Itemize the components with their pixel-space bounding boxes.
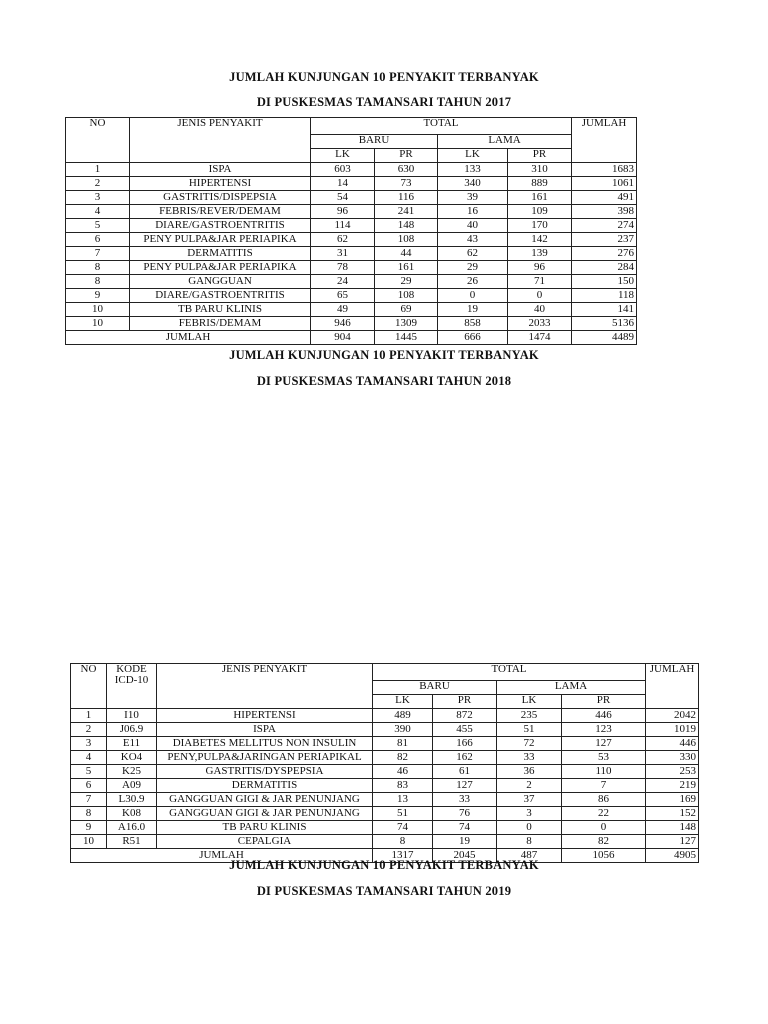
row-lama-pr: 127: [562, 737, 646, 751]
row-lama-pr: 0: [508, 289, 572, 303]
row-disease-name: PENY PULPA&JAR PERIAPIKA: [130, 233, 311, 247]
total-jumlah: 4489: [572, 331, 637, 345]
table-row: [66, 177, 637, 191]
table-row: [71, 765, 699, 779]
row-jumlah: 1061: [572, 177, 637, 191]
row-jumlah: 446: [646, 737, 699, 751]
row-disease-name: FEBRIS/REVER/DEMAM: [130, 205, 311, 219]
table-row: [71, 793, 699, 807]
row-baru-pr: 116: [375, 191, 438, 205]
row-baru-lk: 54: [311, 191, 375, 205]
row-lama-pr: 142: [508, 233, 572, 247]
header-lama: LAMA: [497, 681, 646, 695]
header-total: TOTAL: [373, 664, 646, 681]
row-jumlah: 276: [572, 247, 637, 261]
row-no: 1: [66, 163, 130, 177]
row-lama-lk: 33: [497, 751, 562, 765]
row-disease-name: FEBRIS/DEMAM: [130, 317, 311, 331]
table-row: [71, 821, 699, 835]
row-baru-pr: 33: [433, 793, 497, 807]
total-label: JUMLAH: [71, 849, 373, 863]
total-baru-pr: 1445: [375, 331, 438, 345]
table-row: [71, 737, 699, 751]
row-disease-name: PENY,PULPA&JARINGAN PERIAPIKAL: [157, 751, 373, 765]
header-jenis-penyakit: JENIS PENYAKIT: [130, 118, 311, 163]
row-baru-lk: 78: [311, 261, 375, 275]
row-no: 7: [71, 793, 107, 807]
row-icd-code: K25: [107, 765, 157, 779]
row-lama-lk: 340: [438, 177, 508, 191]
table-row: [71, 709, 699, 723]
total-jumlah: 4905: [646, 849, 699, 863]
row-baru-lk: 489: [373, 709, 433, 723]
row-jumlah: 1683: [572, 163, 637, 177]
header-jumlah: JUMLAH: [646, 664, 699, 709]
row-lama-lk: 36: [497, 765, 562, 779]
row-disease-name: DERMATITIS: [130, 247, 311, 261]
row-baru-pr: 29: [375, 275, 438, 289]
row-disease-name: GANGGUAN: [130, 275, 311, 289]
header-baru-lk: LK: [311, 149, 375, 163]
row-baru-pr: 44: [375, 247, 438, 261]
table-2017: [65, 117, 637, 345]
row-jumlah: 148: [646, 821, 699, 835]
row-lama-lk: 19: [438, 303, 508, 317]
row-no: 10: [71, 835, 107, 849]
row-no: 10: [66, 317, 130, 331]
row-no: 10: [66, 303, 130, 317]
row-lama-pr: 110: [562, 765, 646, 779]
row-no: 2: [66, 177, 130, 191]
row-lama-pr: 139: [508, 247, 572, 261]
row-lama-lk: 26: [438, 275, 508, 289]
row-icd-code: KO4: [107, 751, 157, 765]
row-icd-code: R51: [107, 835, 157, 849]
table-2017-body: [66, 163, 637, 345]
row-baru-lk: 74: [373, 821, 433, 835]
section-2018-title-line1: JUMLAH KUNJUNGAN 10 PENYAKIT TERBANYAK: [229, 348, 539, 362]
row-disease-name: DERMATITIS: [157, 779, 373, 793]
row-lama-pr: 123: [562, 723, 646, 737]
row-jumlah: 491: [572, 191, 637, 205]
row-lama-pr: 0: [562, 821, 646, 835]
row-disease-name: CEPALGIA: [157, 835, 373, 849]
row-icd-code: I10: [107, 709, 157, 723]
row-disease-name: GANGGUAN GIGI & JAR PENUNJANG: [157, 793, 373, 807]
row-lama-lk: 8: [497, 835, 562, 849]
row-baru-pr: 630: [375, 163, 438, 177]
header-baru: BARU: [373, 681, 497, 695]
row-lama-lk: 51: [497, 723, 562, 737]
total-row: [66, 331, 637, 345]
table-row: [66, 275, 637, 289]
header-baru-lk: LK: [373, 695, 433, 709]
table-row: [66, 219, 637, 233]
header-lama-pr: PR: [508, 149, 572, 163]
header-kode-icd: KODE ICD-10: [107, 664, 157, 709]
table-row: [71, 807, 699, 821]
row-jumlah: 141: [572, 303, 637, 317]
table-row: [71, 751, 699, 765]
row-baru-pr: 148: [375, 219, 438, 233]
header-baru-pr: PR: [433, 695, 497, 709]
row-jumlah: 274: [572, 219, 637, 233]
row-lama-pr: 310: [508, 163, 572, 177]
row-jumlah: 284: [572, 261, 637, 275]
header-lama-lk: LK: [497, 695, 562, 709]
row-lama-lk: 62: [438, 247, 508, 261]
row-baru-pr: 61: [433, 765, 497, 779]
row-baru-lk: 14: [311, 177, 375, 191]
table-row: [66, 191, 637, 205]
row-jumlah: 169: [646, 793, 699, 807]
total-baru-lk: 904: [311, 331, 375, 345]
row-disease-name: ISPA: [130, 163, 311, 177]
table-row: [66, 261, 637, 275]
row-baru-pr: 455: [433, 723, 497, 737]
header-baru: BARU: [311, 135, 438, 149]
row-lama-pr: 889: [508, 177, 572, 191]
row-lama-pr: 22: [562, 807, 646, 821]
row-baru-pr: 1309: [375, 317, 438, 331]
row-lama-lk: 37: [497, 793, 562, 807]
row-lama-pr: 109: [508, 205, 572, 219]
header-baru-pr: PR: [375, 149, 438, 163]
section-2019-title-line1: JUMLAH KUNJUNGAN 10 PENYAKIT TERBANYAK: [229, 858, 539, 872]
table-row: [66, 317, 637, 331]
row-baru-lk: 65: [311, 289, 375, 303]
row-no: 3: [71, 737, 107, 751]
row-jumlah: 152: [646, 807, 699, 821]
row-no: 5: [66, 219, 130, 233]
section-2018-title-line2: DI PUSKESMAS TAMANSARI TAHUN 2018: [256, 374, 512, 388]
row-baru-lk: 114: [311, 219, 375, 233]
row-lama-lk: 858: [438, 317, 508, 331]
row-baru-pr: 76: [433, 807, 497, 821]
row-lama-pr: 71: [508, 275, 572, 289]
row-no: 1: [71, 709, 107, 723]
total-lama-lk: 487: [497, 849, 562, 863]
row-no: 9: [66, 289, 130, 303]
row-baru-lk: 62: [311, 233, 375, 247]
row-lama-pr: 53: [562, 751, 646, 765]
header-jumlah: JUMLAH: [572, 118, 637, 163]
row-jumlah: 237: [572, 233, 637, 247]
row-lama-pr: 446: [562, 709, 646, 723]
row-jumlah: 398: [572, 205, 637, 219]
row-baru-lk: 49: [311, 303, 375, 317]
table-2018: [70, 663, 699, 863]
row-baru-pr: 74: [433, 821, 497, 835]
table-row: [71, 723, 699, 737]
row-icd-code: J06.9: [107, 723, 157, 737]
table-2017-header: [66, 118, 637, 163]
row-disease-name: GASTRITIS/DISPEPSIA: [130, 191, 311, 205]
row-baru-lk: 390: [373, 723, 433, 737]
row-no: 8: [66, 261, 130, 275]
row-lama-pr: 2033: [508, 317, 572, 331]
row-baru-lk: 603: [311, 163, 375, 177]
row-baru-lk: 31: [311, 247, 375, 261]
row-jumlah: 219: [646, 779, 699, 793]
row-baru-lk: 13: [373, 793, 433, 807]
table-2018-body: [71, 709, 699, 863]
row-baru-lk: 46: [373, 765, 433, 779]
row-lama-pr: 161: [508, 191, 572, 205]
header-lama-pr: PR: [562, 695, 646, 709]
row-jumlah: 118: [572, 289, 637, 303]
table-row: [71, 779, 699, 793]
row-no: 5: [71, 765, 107, 779]
row-no: 8: [71, 807, 107, 821]
row-baru-lk: 946: [311, 317, 375, 331]
row-disease-name: GASTRITIS/DYSPEPSIA: [157, 765, 373, 779]
row-disease-name: TB PARU KLINIS: [157, 821, 373, 835]
row-jumlah: 150: [572, 275, 637, 289]
row-jumlah: 1019: [646, 723, 699, 737]
row-icd-code: A09: [107, 779, 157, 793]
table-row: [66, 247, 637, 261]
header-no: NO: [71, 664, 107, 709]
row-lama-lk: 0: [438, 289, 508, 303]
row-no: 4: [66, 205, 130, 219]
section-2017-title-line1: JUMLAH KUNJUNGAN 10 PENYAKIT TERBANYAK: [229, 70, 539, 84]
row-icd-code: E11: [107, 737, 157, 751]
row-baru-pr: 166: [433, 737, 497, 751]
row-disease-name: ISPA: [157, 723, 373, 737]
row-jumlah: 2042: [646, 709, 699, 723]
row-no: 6: [71, 779, 107, 793]
total-label: JUMLAH: [66, 331, 311, 345]
total-lama-lk: 666: [438, 331, 508, 345]
row-lama-lk: 235: [497, 709, 562, 723]
total-lama-pr: 1474: [508, 331, 572, 345]
row-no: 4: [71, 751, 107, 765]
table-row: [66, 233, 637, 247]
row-lama-lk: 3: [497, 807, 562, 821]
table-row: [71, 835, 699, 849]
row-disease-name: PENY PULPA&JAR PERIAPIKA: [130, 261, 311, 275]
row-jumlah: 330: [646, 751, 699, 765]
row-icd-code: K08: [107, 807, 157, 821]
table-2018-header: [71, 664, 699, 709]
row-baru-lk: 83: [373, 779, 433, 793]
row-lama-lk: 29: [438, 261, 508, 275]
row-disease-name: HIPERTENSI: [130, 177, 311, 191]
row-baru-pr: 69: [375, 303, 438, 317]
row-baru-pr: 241: [375, 205, 438, 219]
row-icd-code: A16.0: [107, 821, 157, 835]
header-no: NO: [66, 118, 130, 163]
row-baru-pr: 108: [375, 289, 438, 303]
table-row: [66, 289, 637, 303]
total-baru-lk: 1317: [373, 849, 433, 863]
section-2019-title-line2: DI PUSKESMAS TAMANSARI TAHUN 2019: [256, 884, 512, 898]
header-lama: LAMA: [438, 135, 572, 149]
row-baru-lk: 24: [311, 275, 375, 289]
row-lama-pr: 86: [562, 793, 646, 807]
total-baru-pr: 2045: [433, 849, 497, 863]
row-disease-name: DIARE/GASTROENTRITIS: [130, 219, 311, 233]
row-lama-lk: 40: [438, 219, 508, 233]
row-baru-lk: 81: [373, 737, 433, 751]
row-no: 2: [71, 723, 107, 737]
row-baru-pr: 127: [433, 779, 497, 793]
row-jumlah: 253: [646, 765, 699, 779]
row-baru-lk: 8: [373, 835, 433, 849]
row-baru-lk: 82: [373, 751, 433, 765]
row-disease-name: TB PARU KLINIS: [130, 303, 311, 317]
row-lama-pr: 82: [562, 835, 646, 849]
row-lama-lk: 43: [438, 233, 508, 247]
row-icd-code: L30.9: [107, 793, 157, 807]
section-2017-title-line2: DI PUSKESMAS TAMANSARI TAHUN 2017: [256, 95, 512, 109]
row-disease-name: DIARE/GASTROENTRITIS: [130, 289, 311, 303]
row-no: 6: [66, 233, 130, 247]
row-baru-pr: 73: [375, 177, 438, 191]
row-baru-pr: 108: [375, 233, 438, 247]
row-lama-lk: 2: [497, 779, 562, 793]
row-no: 9: [71, 821, 107, 835]
row-no: 8: [66, 275, 130, 289]
row-lama-pr: 40: [508, 303, 572, 317]
row-no: 7: [66, 247, 130, 261]
row-baru-pr: 161: [375, 261, 438, 275]
row-lama-pr: 170: [508, 219, 572, 233]
row-jumlah: 127: [646, 835, 699, 849]
header-jenis-penyakit: JENIS PENYAKIT: [157, 664, 373, 709]
row-baru-lk: 96: [311, 205, 375, 219]
row-lama-pr: 96: [508, 261, 572, 275]
row-baru-pr: 162: [433, 751, 497, 765]
row-disease-name: GANGGUAN GIGI & JAR PENUNJANG: [157, 807, 373, 821]
table-row: [66, 205, 637, 219]
row-lama-pr: 7: [562, 779, 646, 793]
row-lama-lk: 72: [497, 737, 562, 751]
row-disease-name: HIPERTENSI: [157, 709, 373, 723]
row-baru-pr: 19: [433, 835, 497, 849]
row-lama-lk: 39: [438, 191, 508, 205]
table-row: [66, 303, 637, 317]
header-lama-lk: LK: [438, 149, 508, 163]
row-lama-lk: 0: [497, 821, 562, 835]
header-total: TOTAL: [311, 118, 572, 135]
row-jumlah: 5136: [572, 317, 637, 331]
table-row: [66, 163, 637, 177]
row-lama-lk: 133: [438, 163, 508, 177]
row-no: 3: [66, 191, 130, 205]
row-baru-pr: 872: [433, 709, 497, 723]
total-lama-pr: 1056: [562, 849, 646, 863]
row-baru-lk: 51: [373, 807, 433, 821]
row-disease-name: DIABETES MELLITUS NON INSULIN: [157, 737, 373, 751]
row-lama-lk: 16: [438, 205, 508, 219]
